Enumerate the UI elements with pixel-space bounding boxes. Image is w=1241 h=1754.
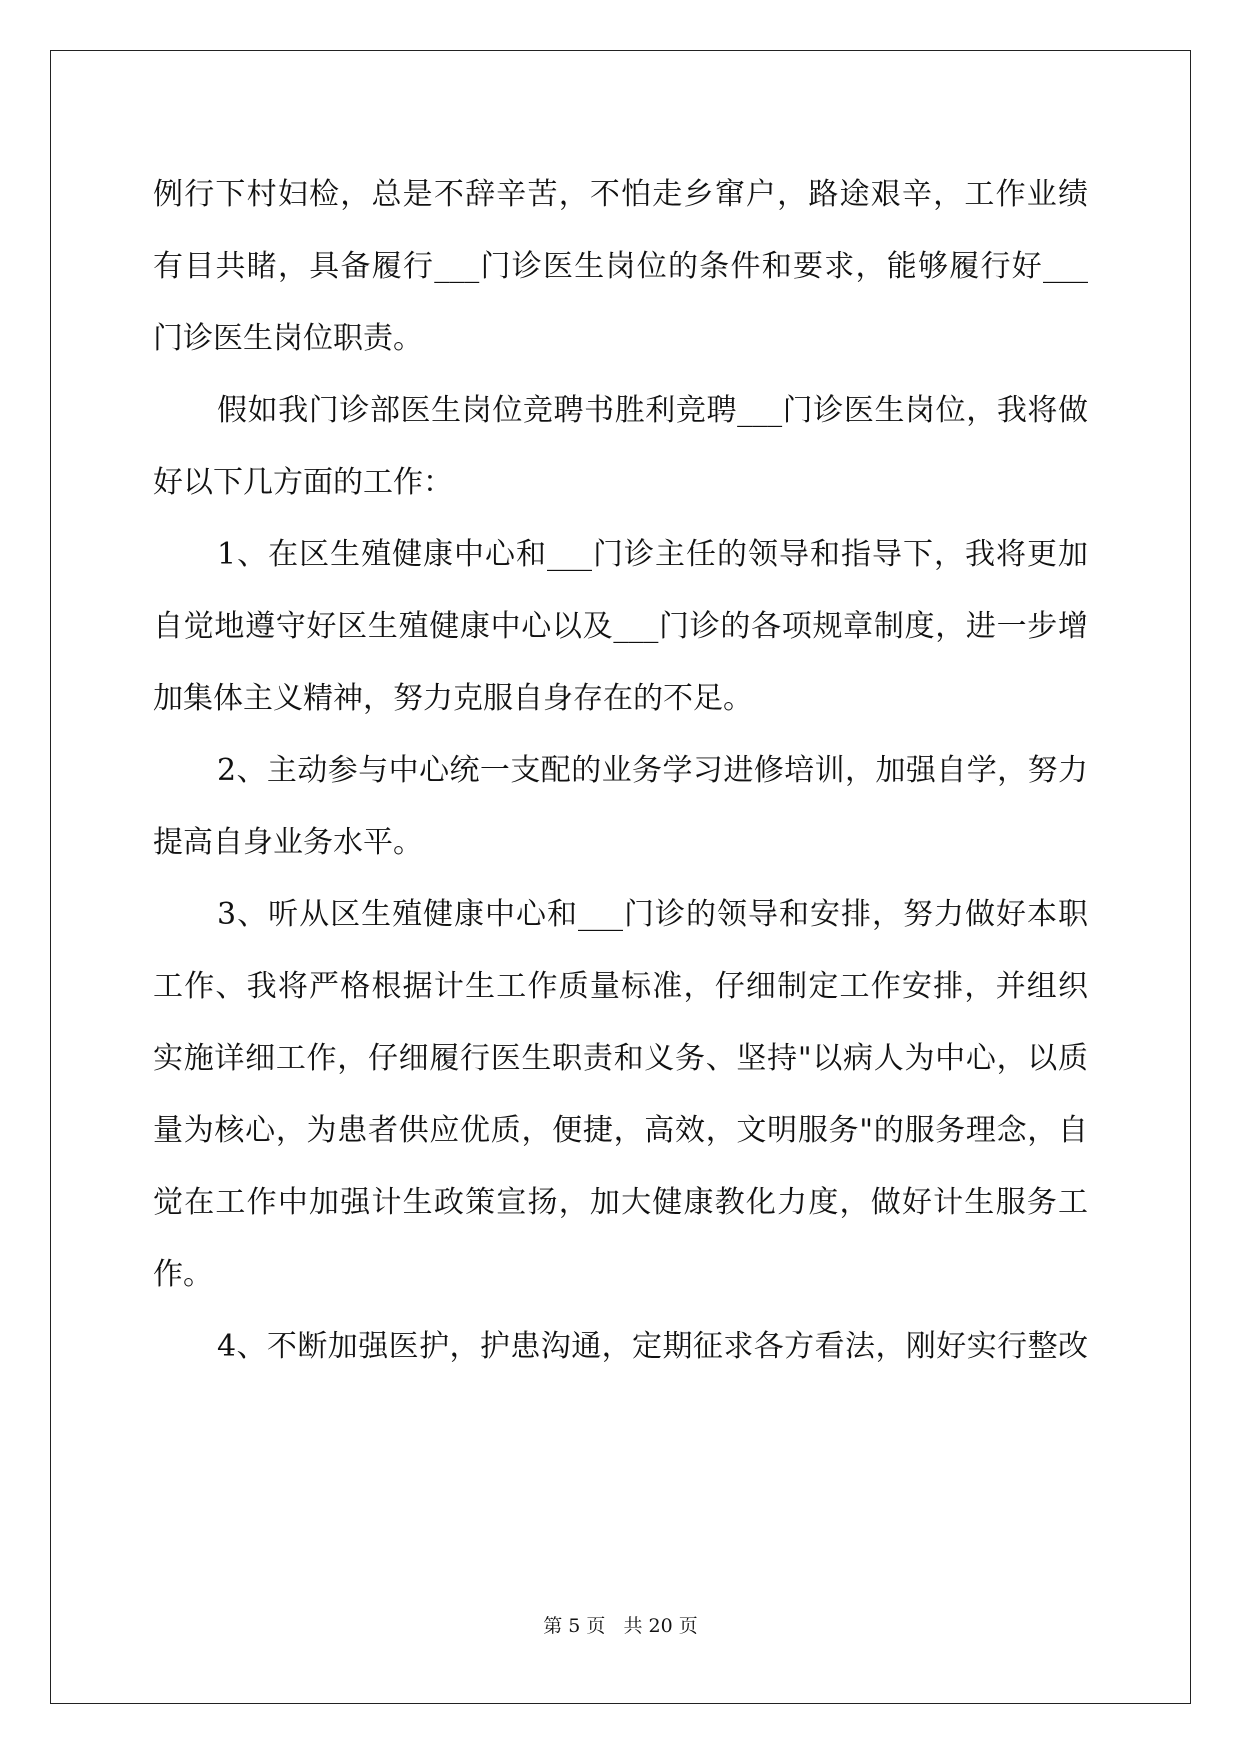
text-line: 1、在区生殖健康中心和___门诊主任的领导和指导下，我将更加 xyxy=(217,537,1088,572)
text-line: 有目共睹，具备履行___门诊医生岗位的条件和要求，能够履行好___ xyxy=(153,249,1088,284)
text-line: 假如我门诊部医生岗位竞聘书胜利竞聘___门诊医生岗位，我将做 xyxy=(217,393,1088,428)
page-number: 第 5 页 xyxy=(543,1615,606,1637)
text-line: 作。 xyxy=(153,1257,213,1292)
text-line: 2、主动参与中心统一支配的业务学习进修培训，加强自学，努力 xyxy=(217,753,1088,788)
text-line: 4、不断加强医护，护患沟通，定期征求各方看法，刚好实行整改 xyxy=(217,1329,1088,1364)
text-line: 好以下几方面的工作： xyxy=(153,465,453,500)
text-line: 3、听从区生殖健康中心和___门诊的领导和安排，努力做好本职 xyxy=(217,897,1088,932)
text-line: 工作、我将严格根据计生工作质量标准，仔细制定工作安排，并组织 xyxy=(153,969,1088,1004)
page-total: 共 20 页 xyxy=(623,1615,698,1637)
text-line: 量为核心，为患者供应优质，便捷，高效，文明服务"的服务理念，自 xyxy=(153,1113,1088,1148)
text-line: 例行下村妇检，总是不辞辛苦，不怕走乡窜户，路途艰辛，工作业绩 xyxy=(153,177,1088,212)
document-body xyxy=(153,159,1088,1383)
text-line: 门诊医生岗位职责。 xyxy=(153,321,423,356)
text-line: 自觉地遵守好区生殖健康中心以及___门诊的各项规章制度，进一步增 xyxy=(153,609,1088,644)
text-line: 提高自身业务水平。 xyxy=(153,825,423,860)
text-line: 觉在工作中加强计生政策宣扬，加大健康教化力度，做好计生服务工 xyxy=(153,1185,1088,1220)
text-line: 加集体主义精神，努力克服自身存在的不足。 xyxy=(153,681,753,716)
text-line: 实施详细工作，仔细履行医生职责和义务、坚持"以病人为中心，以质 xyxy=(153,1041,1088,1076)
page-footer xyxy=(0,1611,1241,1638)
